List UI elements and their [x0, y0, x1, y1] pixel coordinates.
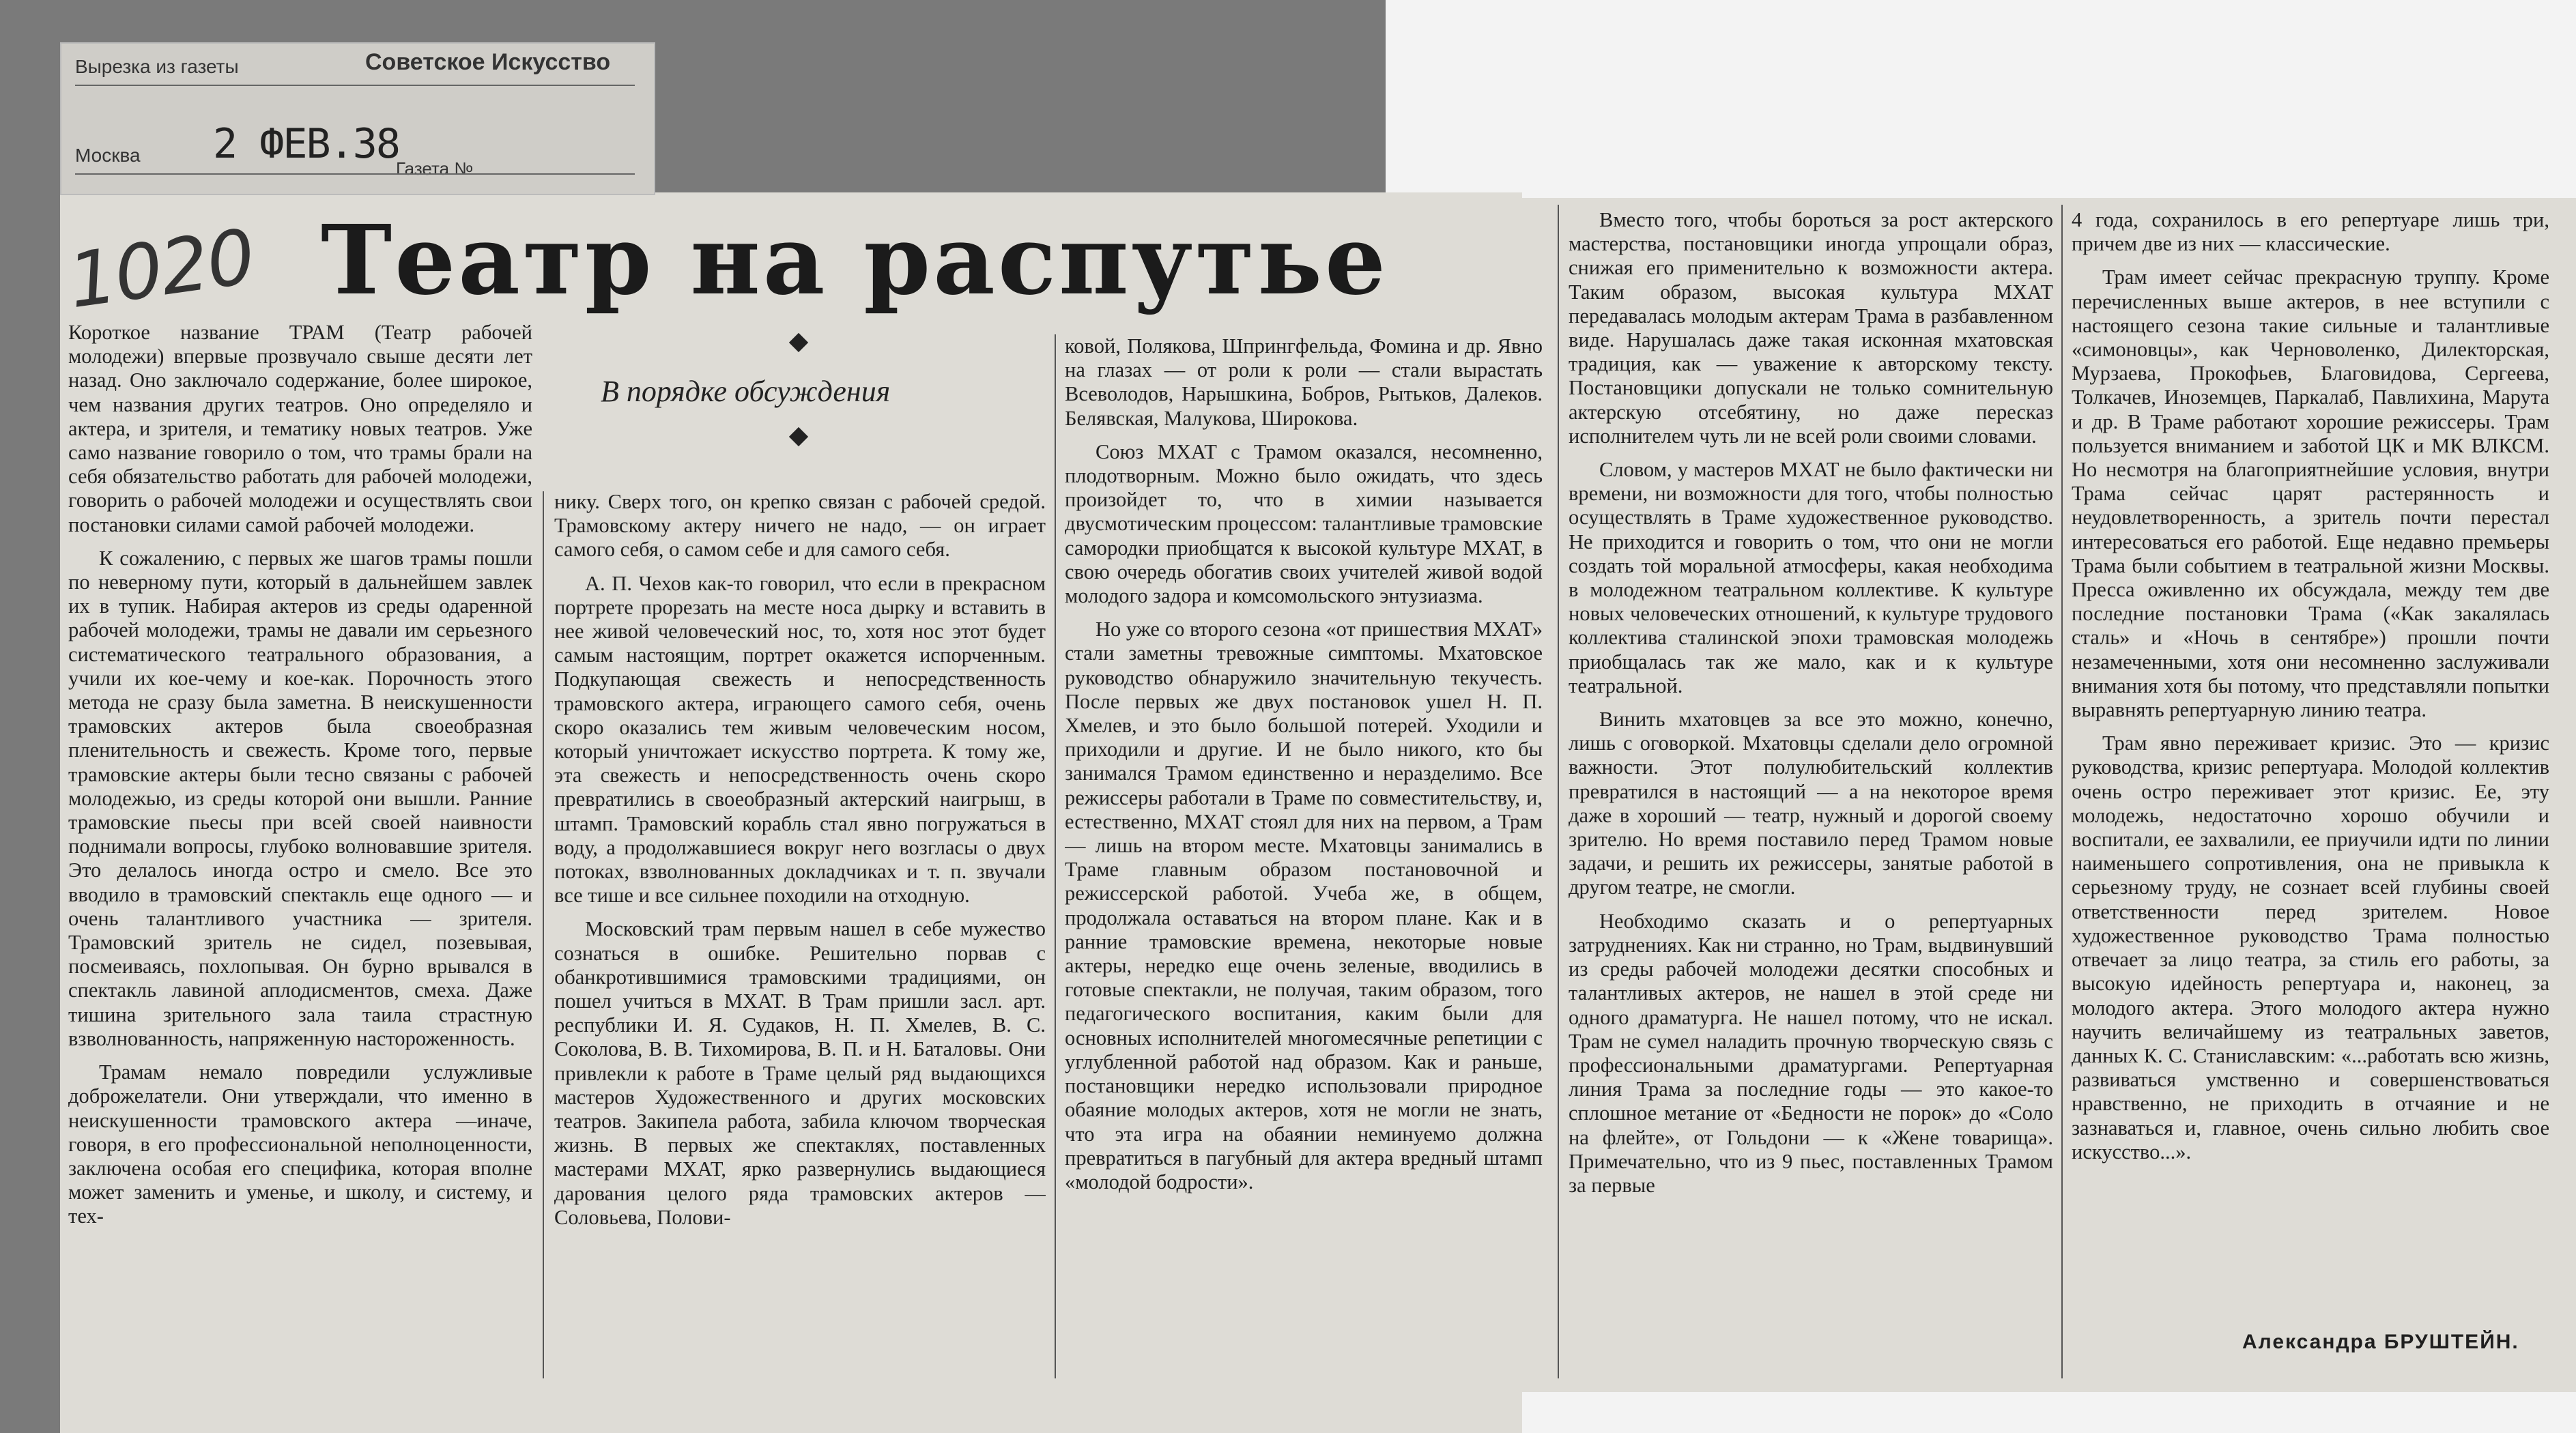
- article-column-1: [68, 321, 532, 1372]
- paragraph: Союз МХАТ с Трамом оказался, несомненно, плодотворным. Можно было ожидать, что здесь произойдет то, что в химии называется двусмотическим процессом: талантливые трамовские самородки приобщатся к высокой культуре МХАТ, в свою очередь обогатив своих учителей живой водой молодого задора и комсомольского энтузиазма.: [1065, 439, 1543, 608]
- clipping-stamp: [60, 42, 655, 195]
- paragraph: Трам имеет сейчас прекрасную труппу. Кроме перечисленных выше актеров, в нее вступили с настоящего сезона такие сильные и талантливые «симоновцы», как Черноволенко, Дилекторская, Мурзаева, Прокофьев, Благовидова, Сергеева, Толкачев, Иноземцев, Паркалаб, Павлихина, Марута и др. В Траме работают хорошие режиссеры. Трам пользуется вниманием и заботой ЦК и МК ВЛКСМ. Но несмотря на благоприятнейшие условия, внутри Трама сейчас царят растерянность и неудовлетворенность, а зритель почти перестал интересоваться его работой. Еще недавно премьеры Трама были событием в театральной жизни Москвы. Пресса оживленно их обсуждала, между тем две последние постановки Трама («Как закалялась сталь» и «Ночь в сентябре») прошли почти незамеченными, хотя они несомненно заслуживали внимания хотя бы потому, что представляли попытки выравнять репертуарную линию театра.: [2072, 265, 2549, 722]
- article-column-5: [2072, 208, 2549, 1320]
- paragraph: А. П. Чехов как-то говорил, что если в прекрасном портрете прорезать на месте носа дырку и вставить в нее живой человеческий нос, то, хотя нос этот будет самым настоящим, портрет окажется испорченным. Подкупающая свежесть и непосредственность трамовского актера, играющего самого себя, очень скоро оказались тем живым человеческим носом, который уничтожает искусство портрета. К тому же, эта свежесть и непосредственность очень скоро превратились в своеобразный актерский наигрыш, в штамп. Трамовский корабль стал явно погружаться в воду, а продолжавшиеся вокруг него возгласы о двух потоках, взволнованных докладчиках и т. п. звучали все тише и все сильнее походили на отходную.: [554, 571, 1046, 908]
- stamp-gazette-label: Газета №: [396, 158, 474, 179]
- paragraph: нику. Сверх того, он крепко связан с рабочей средой. Трамовскому актеру ничего не надо, — он играет самого себя, о самом себе и для самого себя.: [554, 490, 1046, 562]
- column-rule: [2061, 205, 2063, 1378]
- handwritten-number: 1020: [63, 212, 259, 325]
- column-rule: [1558, 205, 1559, 1378]
- stamp-line-bottom: [75, 173, 635, 175]
- paragraph: Короткое название ТРАМ (Театр рабочей молодежи) впервые прозвучало свыше десяти лет назад. Оно заключало содержание, более широкое, чем названия других театров. Оно определяло и актера, и зрителя, и тематику новых театров. Уже само название говорило о том, что трамы брали на себя обязательство работать для рабочей молодежи, говорить о рабочей молодежи и осуществлять свои постановки силами самой рабочей молодежи.: [68, 321, 532, 536]
- article-column-3: [1065, 334, 1543, 1378]
- stamp-line-top: [75, 85, 635, 86]
- column-rule: [1055, 334, 1056, 1378]
- author-signature: Александра БРУШТЕЙН.: [2242, 1331, 2519, 1353]
- paragraph: Трам явно переживает кризис. Это — кризис руководства, кризис репертуара. Молодой коллектив очень остро переживает этот кризис. Ее, эту молодежь, недостаточно хорошо обучили и воспитали, ее захвалили, ее приучили идти по линии наименьшего сопротивления, она не привыкла к серьезному труду, не сознает всей глубины своей ответственности перед зрителем. Новое художественное руководство Трама полностью отвечает за лицо театра, за стиль его работы, за высокую идейность репертуара и, наконец, за молодого актера. Этого молодого актера нужно научить величайшему из театральных заветов, данных К. С. Станиславским: «...работать всю жизнь, развиваться умственно и совершенствоваться нравственно, не приходить в отчаяние и не зазнаваться и, главное, очень сильно любить свое искусство...».: [2072, 732, 2549, 1163]
- paragraph: Московский трам первым нашел в себе мужество сознаться в ошибке. Решительно порвав с обанкротившимися трамовскими традициями, он пошел учиться в МХАТ. В Трам пришли засл. арт. республики И. Я. Судаков, Н. П. Хмелев, В. С. Соколова, В. В. Тихомирова, В. П. и Н. Баталовы. Они привлекли к работе в Траме целый ряд выдающихся мастеров Художественного и других московских театров. Закипела работа, забила ключом творческая жизнь. В первых же спектаклях, поставленных мастерами МХАТ, ярко развернулись выдающиеся дарования целого ряда трамовских актеров — Соловьева, Полови-: [554, 917, 1046, 1229]
- column-rule: [543, 491, 544, 1378]
- article-column-2: [554, 490, 1046, 1377]
- paragraph: Винить мхатовцев за все это можно, конечно, лишь с оговоркой. Мхатовцы сделали дело огромной важности. Этот полулюбительский коллектив превратился в настоящий — а на некоторое время даже в хороший — театр, нужный и дорогой своему зрителю. Но время поставило перед Трамом новые задачи, и решить их режиссеры, занятые работой в другом театре, не смогли.: [1569, 708, 2053, 899]
- paragraph: Трамам немало повредили услужливые доброжелатели. Они утверждали, что именно в неискушенности трамовского актера —иначе, говоря, в его профессиональной неполноценности, заключена особая его специфика, которая вполне может заменить и уменье, и школу, и систему, и тех-: [68, 1060, 532, 1228]
- stamp-city: Москва: [75, 145, 141, 166]
- stamp-clip-label: Вырезка из газеты: [75, 56, 239, 77]
- article-title: Театр на распутье: [321, 205, 1389, 317]
- paragraph: Вместо того, чтобы бороться за рост актерского мастерства, постановщики иногда упрощали образ, снижая его применительно к возможности актера. Таким образом, высокая культура МХАТ передавалась молодым актерам Трама в разбавленном виде. Нарушалась даже такая исконная мхатовская традиция, как — уважение к авторскому тексту. Постановщики допускали не только сомнительную актерскую отсебятину, но даже пересказ исполнителем чуть ли не всей роли своими словами.: [1569, 208, 2053, 448]
- paragraph: Но уже со второго сезона «от пришествия МХАТ» стали заметны тревожные симптомы. Мхатовское руководство обнаружило значительную текучесть. После первых же двух постановок ушел Н. П. Хмелев, и это было большой потерей. Уходили и приходили и другие. И не было никого, кто бы занимался Трамом единственно и неразделимо. Все режиссеры работали в Траме по совместительству, и, естественно, МХАТ стоял для них на первом, а Трам — лишь на втором месте. Мхатовцы занимались в Траме главным образом постановочной и режиссерской работой. Учеба же, в общем, продолжала оставаться на втором плане. Как и в ранние трамовские времена, некоторые новые актеры, нередко еще очень зеленые, вводились в готовые спектакли, не получая, таким образом, того педагогического воспитания, каким были для основных исполнителей многомесячные репетиции с углубленной работой над образом. Как и раньше, постановщики нередко использовали природное обаяние молодых актеров, хотя не могли не знать, что эта игра на обаянии неминуемо должна превратиться в пагубный для актера вредный штамп «молодой бодрости».: [1065, 618, 1543, 1193]
- stamp-date: 2 ФЕВ.38: [213, 120, 399, 168]
- article-subtitle: В порядке обсуждения: [601, 375, 891, 408]
- article-column-4: [1569, 208, 2053, 1378]
- paragraph: Словом, у мастеров МХАТ не было фактически ни времени, ни возможности для того, чтобы полностью осуществлять в Траме художественное руководство. Не приходится и говорить о том, что они не могли создать той моральной атмосферы, какая необходима в молодежном театральном коллективе. К культуре новых человеческих отношений, к культуре трудового коллектива сталинской эпохи трамовская молодежь приобщалась так же мало, как и к культуре театральной.: [1569, 458, 2053, 697]
- paragraph: 4 года, сохранилось в его репертуаре лишь три, причем две из них — классические.: [2072, 208, 2549, 256]
- stamp-newspaper-name: Советское Искусство: [365, 49, 611, 75]
- paragraph: К сожалению, с первых же шагов трамы пошли по неверному пути, который в дальнейшем завлек их в тупик. Набирая актеров из среды одаренной рабочей молодежи, трамы не давали им серьезного систематического театрального образования, а учили их кое-чему и кое-как. Порочность этого метода не сразу была заметна. В неискушенности трамовских актеров была своеобразная пленительность и свежесть. Кроме того, первые трамовские актеры были тесно связаны с рабочей молодежью, из среды которой они вышли. Ранние трамовские пьесы при всей своей наивности поднимали вопросы, глубоко волновавшие зрителя. Это делалось иногда остро и смело. Все это вводило в трамовский спектакль еще одного — и очень талантливого участника — зрителя. Трамовский зритель не сидел, позевывая, посмеиваясь, похлопывая. Он бурно врывался в спектакль лавиной аплодисментов, смеха. Даже тишина зрительного зала таила страстную взволнованность, напряженную настороженность.: [68, 546, 532, 1050]
- paragraph: ковой, Полякова, Шпрингфельда, Фомина и др. Явно на глазах — от роли к роли — стали вырастать Всеволодов, Нарышкина, Бобров, Рытьков, Далеков. Белявская, Малукова, Широкова.: [1065, 334, 1543, 430]
- paragraph: Необходимо сказать и о репертуарных затруднениях. Как ни странно, но Трам, выдвинувший из среды рабочей молодежи десятки способных и талантливых актеров, не нашел в этой среде ни одного драматурга. Не нашел потому, что не искал. Трам не сумел наладить прочную творческую связь с профессиональными драматургами. Репертуарная линия Трама за последние годы — это какое-то сплошное метание от «Бедности не порок» до «Соло на флейте», от Гольдони — к «Жене товарища». Примечательно, что из 9 пьес, поставленных Трамом за первые: [1569, 909, 2053, 1197]
